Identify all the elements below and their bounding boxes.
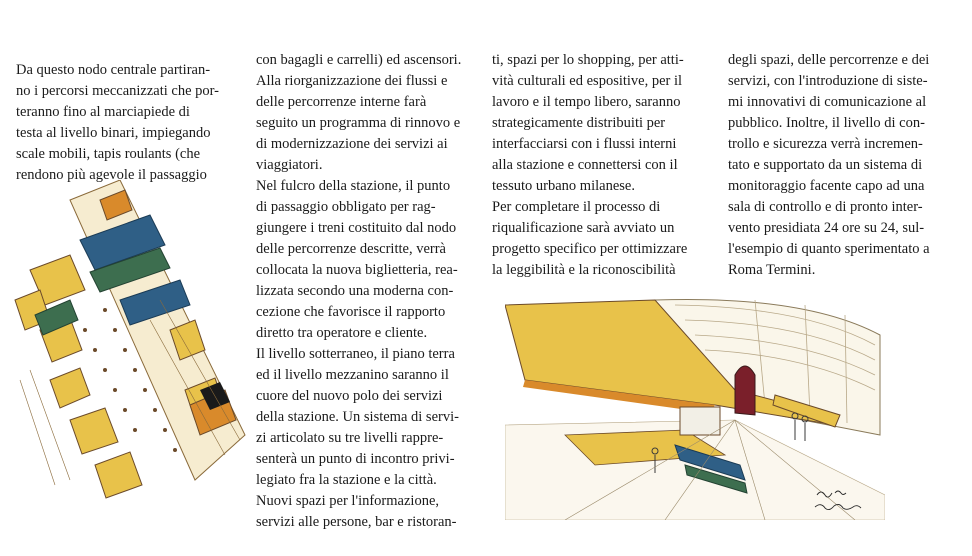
text-line: Roma Termini. xyxy=(728,262,816,278)
text-line: collocata la nuova biglietteria, rea- xyxy=(256,262,458,278)
text-line: degli spazi, delle percorrenze e dei xyxy=(728,52,930,68)
text-line: no i percorsi meccanizzati che por- xyxy=(16,83,220,99)
text-line: vità culturali ed espositive, per il xyxy=(492,73,683,89)
text-line: Per completare il processo di xyxy=(492,199,661,215)
text-line: strategicamente distribuiti per xyxy=(492,115,666,131)
text-line: cuore del nuovo polo dei servizi xyxy=(256,388,443,404)
text-line: scale mobili, tapis roulants (che xyxy=(16,146,201,162)
text-line: legiato fra la stazione e la città. xyxy=(256,472,437,488)
text-line: diretto tra operatore e cliente. xyxy=(256,325,428,341)
text-line: giungere i treni costituito dal nodo xyxy=(256,220,457,236)
text-line: pubblico. Inoltre, il livello di con- xyxy=(728,115,925,131)
station-concourse-perspective-illustration xyxy=(505,295,885,520)
text-line: lizzata secondo una moderna con- xyxy=(256,283,454,299)
isometric-station-plan-illustration xyxy=(10,180,250,520)
text-line: Alla riorganizzazione dei flussi e xyxy=(256,73,448,89)
text-line: l'esempio di quanto sperimentato a xyxy=(728,241,930,257)
text-line: cezione che favorisce il rapporto xyxy=(256,304,446,320)
bleed-through-text xyxy=(505,33,509,49)
text-line: Da questo nodo centrale partiran- xyxy=(16,62,211,78)
text-line: alla stazione e connettersi con il xyxy=(492,157,678,173)
text-line: di passaggio obbligato per rag- xyxy=(256,199,436,215)
text-line: Nel fulcro della stazione, il punto xyxy=(256,178,451,194)
text-line: trollo e sicurezza verrà incremen- xyxy=(728,136,923,152)
text-line: con bagagli e carrelli) ed ascensori. xyxy=(256,52,462,68)
text-line: mi innovativi di comunicazione al xyxy=(728,94,927,110)
text-line: Nuovi spazi per l'informazione, xyxy=(256,493,439,509)
text-line: delle percorrenze interne farà xyxy=(256,94,427,110)
text-line: sala di controllo e di pronto inter- xyxy=(728,199,923,215)
text-line: senterà un punto di incontro privi- xyxy=(256,451,455,467)
text-line: interfacciarsi con i flussi interni xyxy=(492,136,677,152)
text-line: ed il livello mezzanino saranno il xyxy=(256,367,449,383)
text-line: lavoro e il tempo libero, saranno xyxy=(492,94,681,110)
text-line: di modernizzazione dei servizi ai xyxy=(256,136,448,152)
text-line: tessuto urbano milanese. xyxy=(492,178,635,194)
text-line: servizi, con l'introduzione di siste- xyxy=(728,73,928,89)
text-line: ti, spazi per lo shopping, per atti- xyxy=(492,52,684,68)
text-line: della stazione. Un sistema di servi- xyxy=(256,409,459,425)
text-line: zi articolato su tre livelli rappre- xyxy=(256,430,444,446)
text-line: delle percorrenze descritte, verrà xyxy=(256,241,446,257)
text-column-3 xyxy=(492,50,722,281)
text-line: la leggibilità e la riconoscibilità xyxy=(492,262,676,278)
text-line: progetto specifico per ottimizzare xyxy=(492,241,688,257)
text-line: teranno fino al marciapiede di xyxy=(16,104,190,120)
text-line: rendono più agevole il passaggio xyxy=(16,167,207,183)
text-column-2 xyxy=(256,50,496,533)
text-column-4 xyxy=(728,50,966,281)
text-line: servizi alle persone, bar e ristoran- xyxy=(256,514,457,530)
text-line: seguito un programma di rinnovo e xyxy=(256,115,461,131)
text-line: testa al livello binari, impiegando xyxy=(16,125,211,141)
text-line: vento presidiata 24 ore su 24, sul- xyxy=(728,220,925,236)
text-line: Il livello sotterraneo, il piano terra xyxy=(256,346,455,362)
text-line: viaggiatori. xyxy=(256,157,323,173)
text-column-1 xyxy=(16,60,248,186)
text-line: tato e supportato da un sistema di xyxy=(728,157,923,173)
text-line: riqualificazione sarà avviato un xyxy=(492,220,675,236)
text-line: monitoraggio facente capo ad una xyxy=(728,178,925,194)
